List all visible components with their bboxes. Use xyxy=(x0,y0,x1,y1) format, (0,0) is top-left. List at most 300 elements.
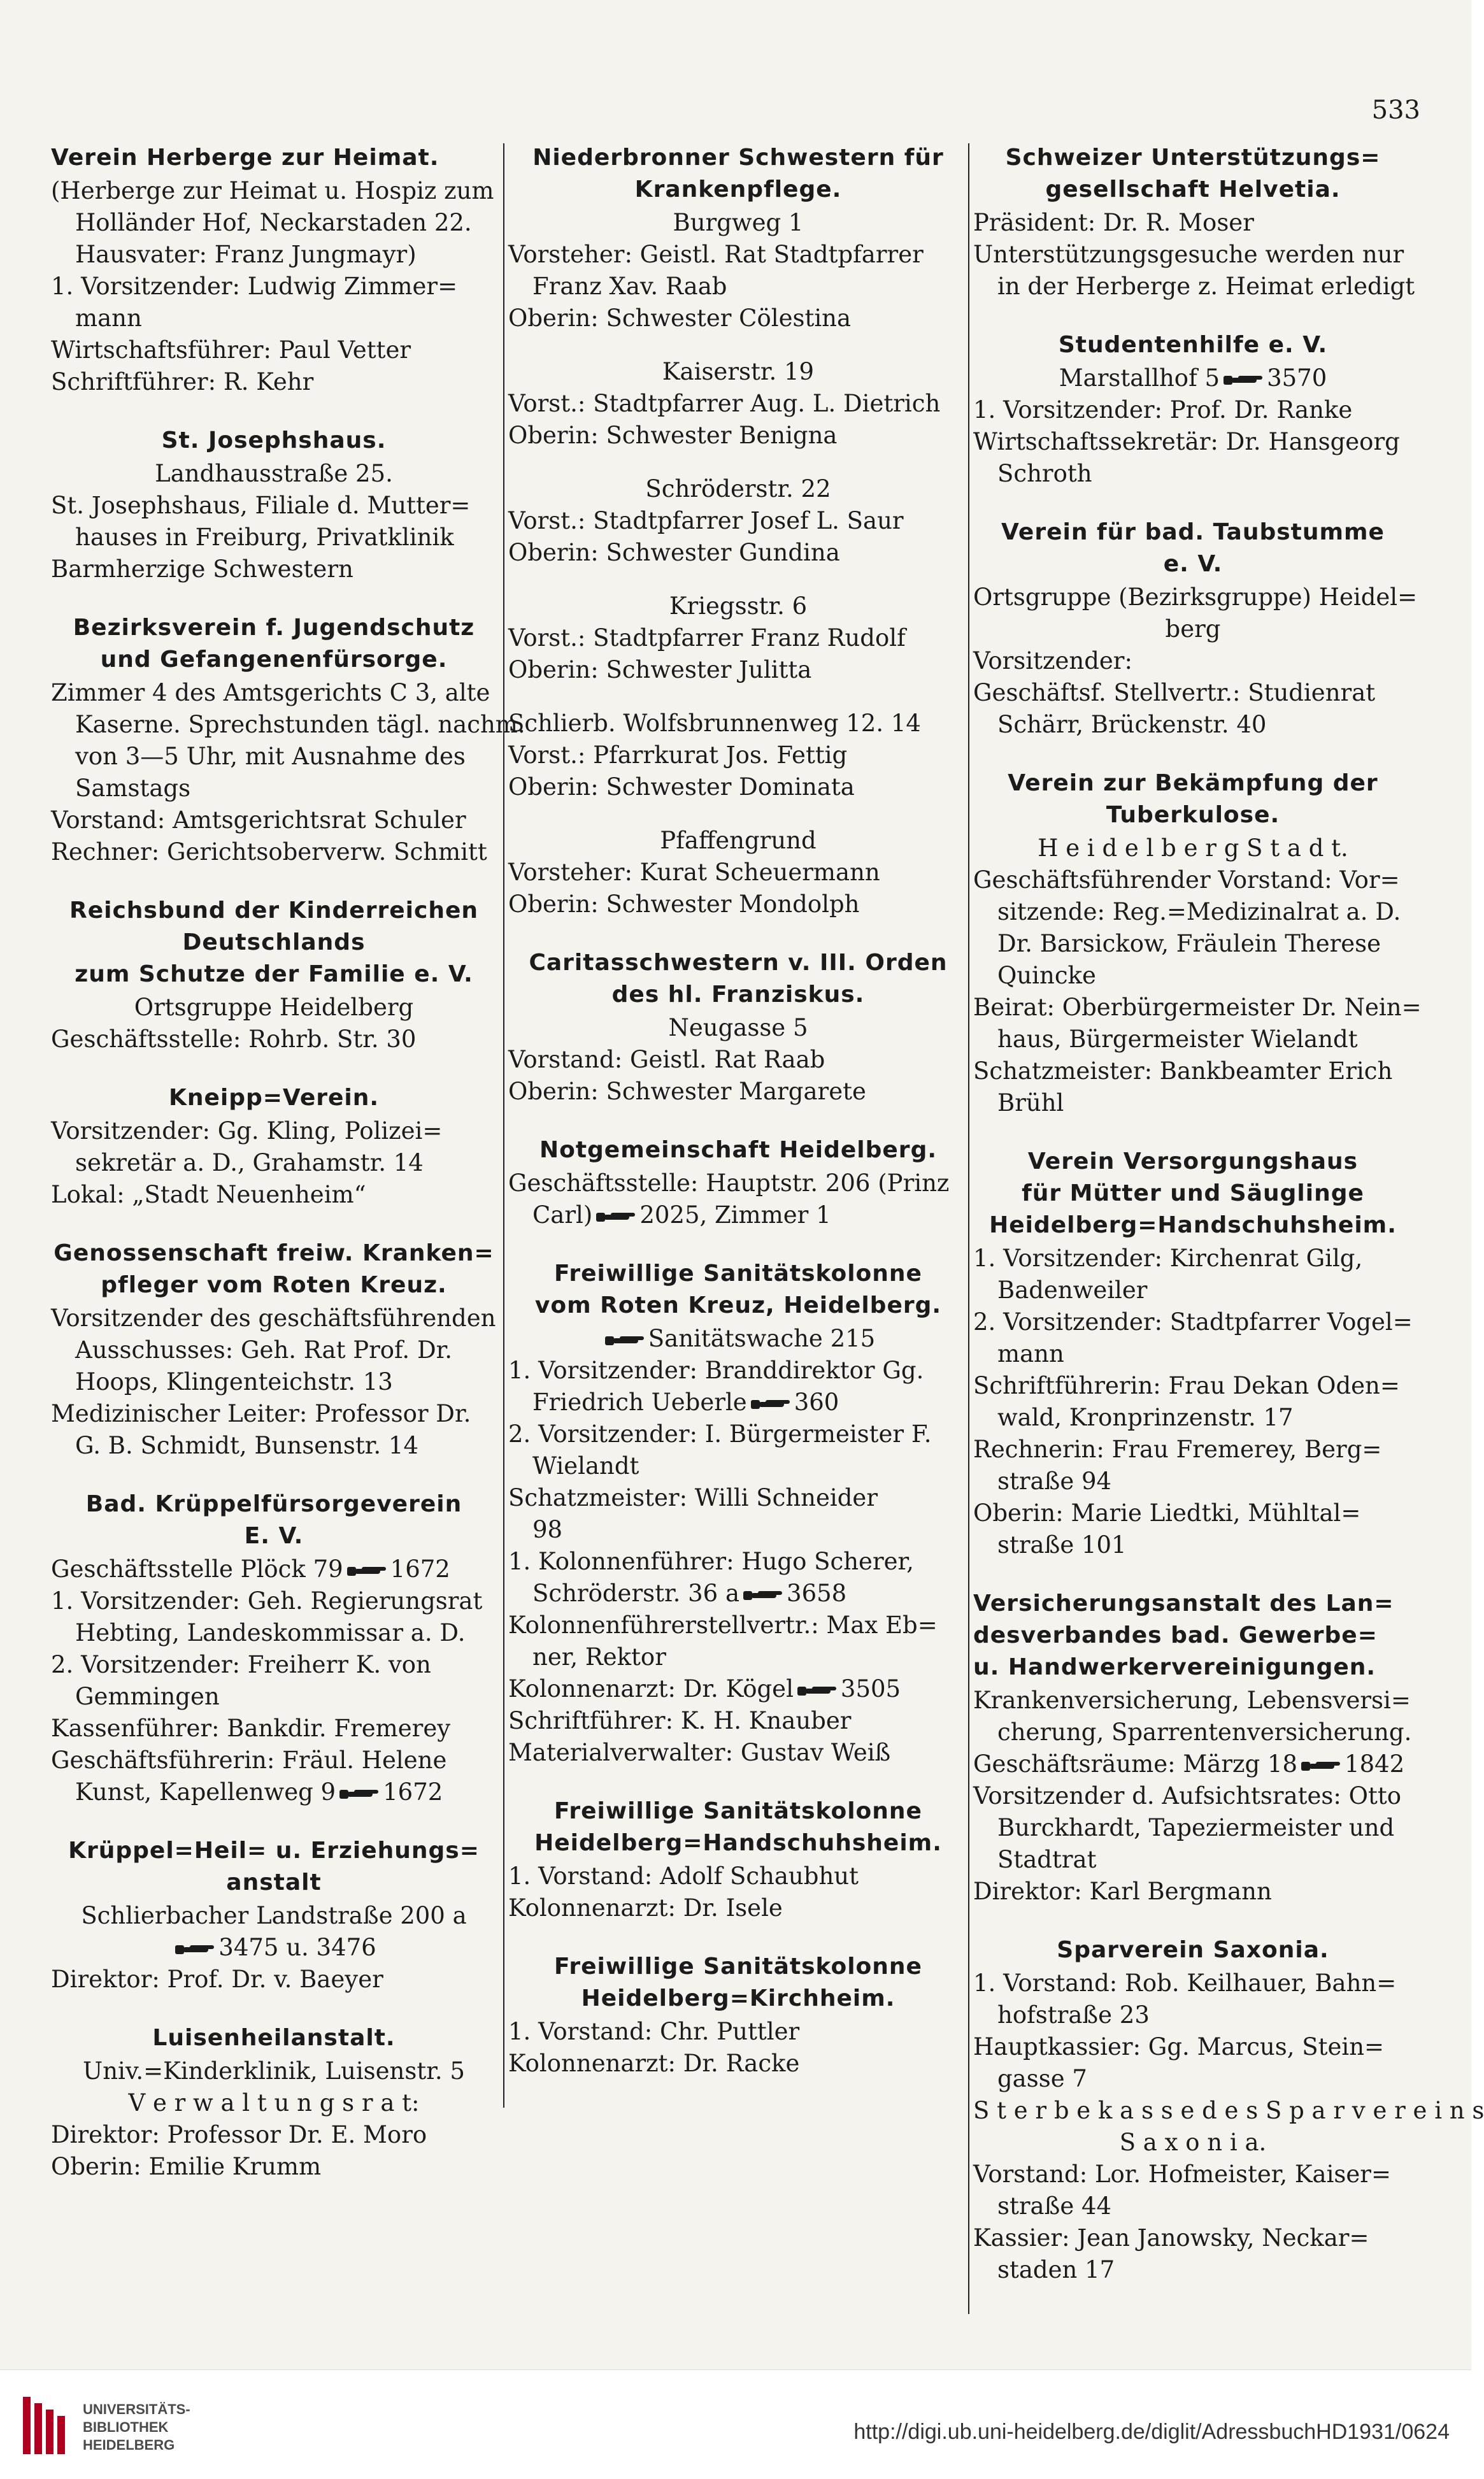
entry-text: Schröderstr. 22 xyxy=(645,475,831,503)
directory-entry xyxy=(508,1259,968,1769)
entry-text: S a x o n i a. xyxy=(1119,2129,1267,2156)
entry-line xyxy=(973,1717,1413,1748)
entry-line xyxy=(51,741,497,773)
entry-text: Hebting, Landeskommissar a. D. xyxy=(75,1619,466,1647)
entry-text: Präsident: Dr. R. Moser xyxy=(973,209,1254,236)
telephone-icon xyxy=(175,1943,215,1957)
entry-text: Oberin: Schwester Julitta xyxy=(508,656,812,683)
entry-text: 2. Vorsitzender: Freiherr K. von xyxy=(51,1651,431,1678)
directory-entry xyxy=(973,143,1413,303)
entry-text: Oberin: Marie Liedtki, Mühltal= xyxy=(973,1499,1361,1527)
entry-heading: Freiwillige Sanitätskolonne xyxy=(554,1261,922,1287)
directory-entry xyxy=(51,896,497,1055)
entry-text: Univ.=Kinderklinik, Luisenstr. 5 xyxy=(83,2057,465,2085)
entry-heading: Verein Versorgungshaus xyxy=(1027,1148,1359,1175)
entry-heading: anstalt xyxy=(226,1869,322,1896)
entry-line xyxy=(51,1745,497,1776)
entry-text: Vorsitzender: Gg. Kling, Polizei= xyxy=(51,1117,443,1145)
entry-line xyxy=(51,1585,497,1617)
entry-line xyxy=(508,1418,968,1450)
entry-line xyxy=(973,1968,1413,1999)
entry-line xyxy=(973,613,1413,645)
entry-heading: Versicherungsanstalt des Lan= xyxy=(973,1590,1394,1617)
entry-text: Krankenversicherung, Lebensversi= xyxy=(973,1687,1411,1714)
telephone-number: 2025, Zimmer 1 xyxy=(639,1201,831,1229)
entry-text: 2. Vorsitzender: I. Bürgermeister F. xyxy=(508,1420,932,1448)
entry-text: Kaserne. Sprechstunden tägl. nachm. xyxy=(75,711,525,738)
entry-heading: Freiwillige Sanitätskolonne xyxy=(554,1798,922,1824)
entry-text: Hauptkassier: Gg. Marcus, Stein= xyxy=(973,2033,1385,2061)
entry-text: Rechner: Gerichtsoberverw. Schmitt xyxy=(51,838,487,866)
entry-text: Oberin: Schwester Dominata xyxy=(508,773,855,801)
directory-entry xyxy=(51,1836,497,1996)
entry-text: Barmherzige Schwestern xyxy=(51,555,353,583)
entry-heading: des hl. Franziskus. xyxy=(611,982,865,1008)
entry-text: Schärr, Brückenstr. 40 xyxy=(997,711,1267,738)
telephone-number: 1672 xyxy=(390,1555,450,1583)
entry-heading: Bezirksverein f. Jugendschutz xyxy=(73,615,475,641)
telephone-icon xyxy=(596,1210,636,1224)
entry-line xyxy=(508,739,968,771)
entry-text: Medizinischer Leiter: Professor Dr. xyxy=(51,1400,471,1427)
entry-text: Vorsteher: Geistl. Rat Stadtpfarrer xyxy=(508,241,924,268)
entry-heading: Verein zur Bekämpfung der xyxy=(1008,770,1378,796)
entry-heading: Genossenschaft freiw. Kranken= xyxy=(54,1240,494,1266)
column-1 xyxy=(51,143,525,2211)
entry-line xyxy=(51,303,497,334)
entry-text: mann xyxy=(75,304,142,332)
entry-text: V e r w a l t u n g s r a t: xyxy=(128,2089,420,2117)
entry-line xyxy=(508,1044,968,1076)
entry-text: Vorst.: Stadtpfarrer Aug. L. Dietrich xyxy=(508,390,941,417)
entry-text: sekretär a. D., Grahamstr. 14 xyxy=(75,1149,424,1176)
entry-heading: Notgemeinschaft Heidelberg. xyxy=(539,1137,938,1163)
entry-line xyxy=(973,864,1413,896)
entry-text: 1. Vorsitzender: Kirchenrat Gilg, xyxy=(973,1245,1363,1272)
entry-line xyxy=(508,1012,968,1044)
telephone-number: 3658 xyxy=(787,1580,847,1607)
entry-line xyxy=(508,1323,968,1355)
entry-text: Schlierbacher Landstraße 200 a xyxy=(81,1902,467,1929)
entry-line xyxy=(51,1366,497,1398)
entry-line xyxy=(508,207,968,239)
entry-heading: Freiwillige Sanitätskolonne xyxy=(554,1954,922,1980)
entry-text: Geschäftsführerin: Fräul. Helene xyxy=(51,1747,447,1774)
entry-line xyxy=(51,2087,497,2119)
directory-entry xyxy=(973,1936,1484,2286)
entry-heading: für Mütter und Säuglinge xyxy=(1022,1180,1364,1206)
entry-text: 98 xyxy=(532,1516,563,1543)
entry-line xyxy=(508,708,968,739)
entry-heading: Niederbronner Schwestern für xyxy=(532,145,944,171)
telephone-icon xyxy=(1301,1759,1341,1773)
directory-entry xyxy=(973,518,1418,741)
entry-line xyxy=(508,857,968,889)
entry-line xyxy=(973,1812,1413,1844)
entry-line xyxy=(508,825,968,857)
entry-line xyxy=(973,582,1418,613)
entry-text: Hoops, Klingenteichstr. 13 xyxy=(75,1368,393,1396)
entry-text: Geschäftsführender Vorstand: Vor= xyxy=(973,866,1400,894)
entry-line xyxy=(51,1115,497,1147)
entry-line xyxy=(51,175,497,207)
entry-heading: pfleger vom Roten Kreuz. xyxy=(101,1272,447,1298)
entry-line xyxy=(973,1306,1413,1338)
entry-line xyxy=(973,1466,1413,1497)
telephone-icon xyxy=(1224,373,1263,387)
entry-text: Schatzmeister: Willi Schneider xyxy=(508,1484,878,1511)
entry-line xyxy=(508,303,968,334)
entry-text: Pfaffengrund xyxy=(660,827,817,854)
entry-line xyxy=(508,1578,968,1610)
entry-line xyxy=(51,773,497,804)
entry-text: von 3—5 Uhr, mit Ausnahme des xyxy=(75,743,466,770)
entry-text: Burckhardt, Tapeziermeister und xyxy=(997,1814,1395,1841)
directory-entry xyxy=(51,1083,497,1211)
entry-heading: desverbandes bad. Gewerbe= xyxy=(973,1622,1378,1648)
entry-text: Ausschusses: Geh. Rat Prof. Dr. xyxy=(75,1336,452,1364)
entry-text: Direktor: Professor Dr. E. Moro xyxy=(51,2121,427,2148)
entry-text: Vorsitzender: xyxy=(973,647,1132,675)
entry-line xyxy=(51,1147,497,1179)
entry-heading: Bad. Krüppelfürsorgeverein xyxy=(85,1491,462,1517)
entry-text: Geschäftsstelle Plöck 79 xyxy=(51,1555,343,1583)
entry-text: Stadtrat xyxy=(997,1846,1097,1873)
entry-text: Rechnerin: Frau Fremerey, Berg= xyxy=(973,1436,1382,1463)
entry-line xyxy=(508,271,968,303)
directory-entry xyxy=(973,331,1413,490)
entry-text: Wirtschaftssekretär: Dr. Hansgeorg xyxy=(973,428,1400,455)
directory-entry xyxy=(508,948,968,1108)
entry-line xyxy=(508,1482,968,1514)
library-line: HEIDELBERG xyxy=(83,2437,175,2453)
entry-text: gasse 7 xyxy=(997,2065,1087,2092)
entry-text: Dr. Barsickow, Fräulein Therese xyxy=(997,930,1381,957)
entry-text: in der Herberge z. Heimat erledigt xyxy=(997,273,1415,300)
entry-text: Lokal: „Stadt Neuenheim“ xyxy=(51,1181,366,1208)
entry-line xyxy=(51,2119,497,2151)
entry-text: berg xyxy=(1165,615,1221,643)
column-2 xyxy=(503,143,968,2108)
entry-text: Vorstand: Geistl. Rat Raab xyxy=(508,1046,825,1073)
entry-line xyxy=(51,836,497,868)
telephone-number: 360 xyxy=(794,1389,839,1416)
entry-line xyxy=(973,458,1413,490)
entry-text: Oberin: Schwester Margarete xyxy=(508,1078,866,1105)
entry-line xyxy=(508,1168,968,1199)
entry-text: Vorstand: Amtsgerichtsrat Schuler xyxy=(51,806,466,834)
entry-line xyxy=(508,1450,968,1482)
page-number: 533 xyxy=(1371,96,1420,125)
entry-line xyxy=(508,2048,968,2080)
entry-line xyxy=(973,1275,1413,1306)
entry-line xyxy=(973,1748,1413,1780)
entry-text: Landhausstraße 25. xyxy=(155,460,393,487)
university-library-logo xyxy=(23,2397,68,2454)
entry-heading: Verein für bad. Taubstumme xyxy=(1001,519,1385,545)
directory-entry xyxy=(51,143,497,398)
entry-heading: Luisenheilanstalt. xyxy=(152,2025,396,2051)
entry-line xyxy=(508,239,968,271)
entry-text: Vorstand: Lor. Hofmeister, Kaiser= xyxy=(973,2161,1391,2188)
entry-text: straße 44 xyxy=(997,2192,1112,2220)
directory-entry xyxy=(51,1239,497,1462)
entry-text: Ortsgruppe Heidelberg xyxy=(134,994,414,1021)
entry-text: Franz Xav. Raab xyxy=(532,273,727,300)
entry-text: Schlierb. Wolfsbrunnenweg 12. 14 xyxy=(508,710,921,737)
entry-line xyxy=(973,896,1413,928)
entry-line xyxy=(973,677,1413,709)
entry-line xyxy=(973,1497,1413,1529)
entry-heading: E. V. xyxy=(244,1523,304,1549)
entry-line xyxy=(973,1876,1413,1908)
entry-text: Brühl xyxy=(997,1089,1064,1117)
entry-text: 1. Kolonnenführer: Hugo Scherer, xyxy=(508,1548,914,1575)
entry-line xyxy=(973,2159,1413,2190)
entry-heading: zum Schutze der Familie e. V. xyxy=(75,961,473,987)
entry-line xyxy=(51,992,497,1024)
column-3 xyxy=(968,143,1484,2314)
entry-heading: Sparverein Saxonia. xyxy=(1057,1937,1329,1963)
entry-line xyxy=(51,1932,497,1964)
telephone-icon xyxy=(797,1684,837,1698)
entry-line xyxy=(973,2095,1484,2127)
entry-line xyxy=(508,622,968,654)
entry-line xyxy=(51,804,497,836)
source-url[interactable]: http://digi.ub.uni-heidelberg.de/diglit/AdressbuchHD1931/0624 xyxy=(853,2420,1450,2444)
entry-heading: St. Josephshaus. xyxy=(161,427,387,454)
entry-line xyxy=(973,239,1413,271)
directory-entry xyxy=(973,1589,1413,1908)
entry-text: Samstags xyxy=(75,775,191,802)
entry-text: St. Josephshaus, Filiale d. Mutter= xyxy=(51,492,471,519)
entry-line xyxy=(973,992,1422,1024)
entry-line xyxy=(973,709,1413,741)
entry-line xyxy=(973,1402,1413,1434)
entry-line xyxy=(51,207,497,239)
library-line: BIBLIOTHEK xyxy=(83,2419,169,2435)
entry-text: Schriftführerin: Frau Dekan Oden= xyxy=(973,1372,1400,1399)
entry-line xyxy=(508,771,968,803)
entry-line xyxy=(973,207,1413,239)
entry-line xyxy=(51,2055,497,2087)
entry-line xyxy=(973,960,1413,992)
entry-text: Holländer Hof, Neckarstaden 22. xyxy=(75,209,472,236)
entry-text: 1. Vorsitzender: Geh. Regierungsrat xyxy=(51,1587,483,1615)
entry-text: Oberin: Emilie Krumm xyxy=(51,2153,322,2180)
entry-line xyxy=(51,1179,497,1211)
entry-line xyxy=(51,677,497,709)
entry-text: Schatzmeister: Bankbeamter Erich xyxy=(973,1057,1393,1085)
entry-text: Geschäftsstelle: Hauptstr. 206 (Prinz xyxy=(508,1169,950,1197)
entry-text: Marstallhof 5 xyxy=(1059,364,1220,392)
entry-text: 1. Vorsitzender: Prof. Dr. Ranke xyxy=(973,396,1353,424)
telephone-number: 1842 xyxy=(1345,1750,1405,1778)
entry-line xyxy=(51,366,497,398)
entry-text: Vorst.: Stadtpfarrer Franz Rudolf xyxy=(508,624,906,652)
entry-text: staden 17 xyxy=(997,2256,1115,2283)
entry-line xyxy=(973,2222,1413,2254)
entry-line xyxy=(51,334,497,366)
entry-line xyxy=(973,394,1413,426)
entry-text: Kolonnenarzt: Dr. Isele xyxy=(508,1894,783,1922)
entry-heading: e. V. xyxy=(1163,551,1223,577)
entry-line xyxy=(973,1243,1413,1275)
entry-line xyxy=(51,271,497,303)
entry-heading: u. Handwerkervereinigungen. xyxy=(973,1654,1376,1680)
entry-text: Geschäftsstelle: Rohrb. Str. 30 xyxy=(51,1025,417,1053)
entry-line xyxy=(508,1705,968,1737)
entry-line xyxy=(51,1024,497,1055)
entry-text: Oberin: Schwester Cölestina xyxy=(508,304,852,332)
entry-line xyxy=(51,1776,497,1808)
entry-line xyxy=(508,590,968,622)
entry-text: Unterstützungsgesuche werden nur xyxy=(973,241,1404,268)
directory-entry xyxy=(508,143,968,920)
entry-heading: Tuberkulose. xyxy=(1106,802,1280,828)
entry-text: G. B. Schmidt, Bunsenstr. 14 xyxy=(75,1432,419,1459)
entry-heading: Caritasschwestern v. III. Orden xyxy=(529,950,948,976)
library-name xyxy=(83,2401,190,2454)
entry-heading: Verein Herberge zur Heimat. xyxy=(51,145,439,171)
entry-heading: gesellschaft Helvetia. xyxy=(1045,176,1341,203)
entry-heading: Heidelberg=Handschuhsheim. xyxy=(534,1830,942,1856)
footer xyxy=(0,2369,1471,2479)
entry-line xyxy=(973,1024,1413,1055)
directory-entry xyxy=(973,1147,1413,1561)
entry-line xyxy=(51,1398,497,1430)
entry-text: Kassier: Jean Janowsky, Neckar= xyxy=(973,2224,1369,2252)
entry-text: Badenweiler xyxy=(997,1276,1148,1304)
telephone-icon xyxy=(751,1397,790,1411)
entry-line xyxy=(973,1055,1413,1087)
entry-text: Kriegsstr. 6 xyxy=(669,592,808,620)
entry-text: Hausvater: Franz Jungmayr) xyxy=(75,241,417,268)
entry-text: haus, Bürgermeister Wielandt xyxy=(997,1025,1358,1053)
entry-line xyxy=(508,1514,968,1546)
entry-text: 3475 u. 3476 xyxy=(218,1934,376,1961)
entry-line xyxy=(508,889,968,920)
entry-text: Vorsteher: Kurat Scheuermann xyxy=(508,859,880,886)
entry-text: hofstraße 23 xyxy=(997,2001,1150,2029)
entry-text: Kolonnenarzt: Dr. Kögel xyxy=(508,1675,794,1703)
entry-line xyxy=(51,1681,497,1713)
telephone-icon xyxy=(339,1787,379,1801)
entry-text: wald, Kronprinzenstr. 17 xyxy=(997,1404,1294,1431)
entry-heading: Kneipp=Verein. xyxy=(168,1085,380,1111)
entry-text: Zimmer 4 des Amtsgerichts C 3, alte xyxy=(51,679,490,706)
entry-line xyxy=(51,1900,497,1932)
entry-line xyxy=(51,1649,497,1681)
entry-line xyxy=(51,2151,497,2183)
entry-line xyxy=(508,388,968,420)
directory-entry xyxy=(508,1136,968,1231)
entry-line xyxy=(51,458,497,490)
entry-text: Geschäftsf. Stellvertr.: Studienrat xyxy=(973,679,1376,706)
entry-line xyxy=(508,1641,968,1673)
entry-heading: Krüppel=Heil= u. Erziehungs= xyxy=(68,1838,480,1864)
entry-line xyxy=(973,1780,1413,1812)
directory-entry xyxy=(51,2024,497,2183)
entry-text: (Herberge zur Heimat u. Hospiz zum xyxy=(51,177,494,204)
entry-line xyxy=(508,1387,968,1418)
entry-line xyxy=(973,1370,1413,1402)
entry-text: Oberin: Schwester Gundina xyxy=(508,539,840,566)
entry-text: Quincke xyxy=(997,962,1096,989)
entry-text: Schriftführer: K. H. Knauber xyxy=(508,1707,852,1734)
entry-line xyxy=(508,1861,968,1892)
entry-text: 1. Vorsitzender: Branddirektor Gg. xyxy=(508,1357,924,1384)
entry-text: Friedrich Ueberle xyxy=(532,1389,747,1416)
directory-entry xyxy=(973,769,1422,1119)
entry-line xyxy=(508,2016,968,2048)
entry-text: Kaiserstr. 19 xyxy=(662,358,815,385)
telephone-icon xyxy=(605,1334,645,1348)
entry-heading: Krankenpflege. xyxy=(634,176,842,203)
entry-line xyxy=(508,1610,968,1641)
entry-line xyxy=(973,2254,1413,2286)
entry-line xyxy=(973,271,1413,303)
entry-line xyxy=(51,1964,497,1996)
entry-text: straße 101 xyxy=(997,1531,1127,1559)
entry-text: Oberin: Schwester Benigna xyxy=(508,422,838,449)
entry-text: S t e r b e k a s s e d e s S p a r v e r e i n s xyxy=(973,2097,1484,2124)
entry-line xyxy=(51,490,497,522)
entry-line xyxy=(508,1546,968,1578)
entry-text: Oberin: Schwester Mondolph xyxy=(508,890,860,918)
entry-line xyxy=(973,645,1413,677)
entry-heading: Heidelberg=Handschuhsheim. xyxy=(989,1212,1397,1238)
entry-line xyxy=(973,1685,1413,1717)
entry-line xyxy=(51,522,497,554)
entry-text: mann xyxy=(997,1340,1064,1368)
entry-line xyxy=(51,1617,497,1649)
entry-heading: vom Roten Kreuz, Heidelberg. xyxy=(534,1292,942,1318)
entry-text: sitzende: Reg.=Medizinalrat a. D. xyxy=(997,898,1401,925)
entry-text: Wielandt xyxy=(532,1452,639,1480)
entry-line xyxy=(51,1430,497,1462)
entry-line xyxy=(508,1355,968,1387)
entry-line xyxy=(973,1087,1413,1119)
entry-line xyxy=(508,654,968,686)
entry-text: Wirtschaftsführer: Paul Vetter xyxy=(51,336,411,364)
entry-text: Gemmingen xyxy=(75,1683,220,1710)
entry-line xyxy=(508,537,968,569)
entry-text: straße 94 xyxy=(997,1468,1112,1495)
directory-entry xyxy=(51,1490,497,1808)
entry-line xyxy=(973,1529,1413,1561)
entry-line xyxy=(508,1892,968,1924)
entry-text: Vorsitzender des geschäftsführenden xyxy=(51,1304,496,1332)
entry-text: Schroth xyxy=(997,460,1092,487)
entry-heading: Schweizer Unterstützungs= xyxy=(1005,145,1381,171)
entry-text: Kunst, Kapellenweg 9 xyxy=(75,1778,336,1806)
entry-line xyxy=(973,2063,1413,2095)
entry-text: 1. Vorstand: Chr. Puttler xyxy=(508,2018,800,2045)
entry-text: 2. Vorsitzender: Stadtpfarrer Vogel= xyxy=(973,1308,1413,1336)
entry-heading: Reichsbund der Kinderreichen xyxy=(69,897,478,924)
entry-text: 1. Vorsitzender: Ludwig Zimmer= xyxy=(51,273,458,300)
entry-line xyxy=(973,1844,1413,1876)
entry-line xyxy=(508,473,968,505)
entry-text: ner, Rektor xyxy=(532,1643,666,1671)
entry-text: Schröderstr. 36 a xyxy=(532,1580,740,1607)
entry-text: 1. Vorstand: Rob. Keilhauer, Bahn= xyxy=(973,1969,1397,1997)
directory-entry xyxy=(508,1952,968,2080)
entry-line xyxy=(508,420,968,452)
entry-line xyxy=(51,239,497,271)
entry-text: hauses in Freiburg, Privatklinik xyxy=(75,524,454,551)
